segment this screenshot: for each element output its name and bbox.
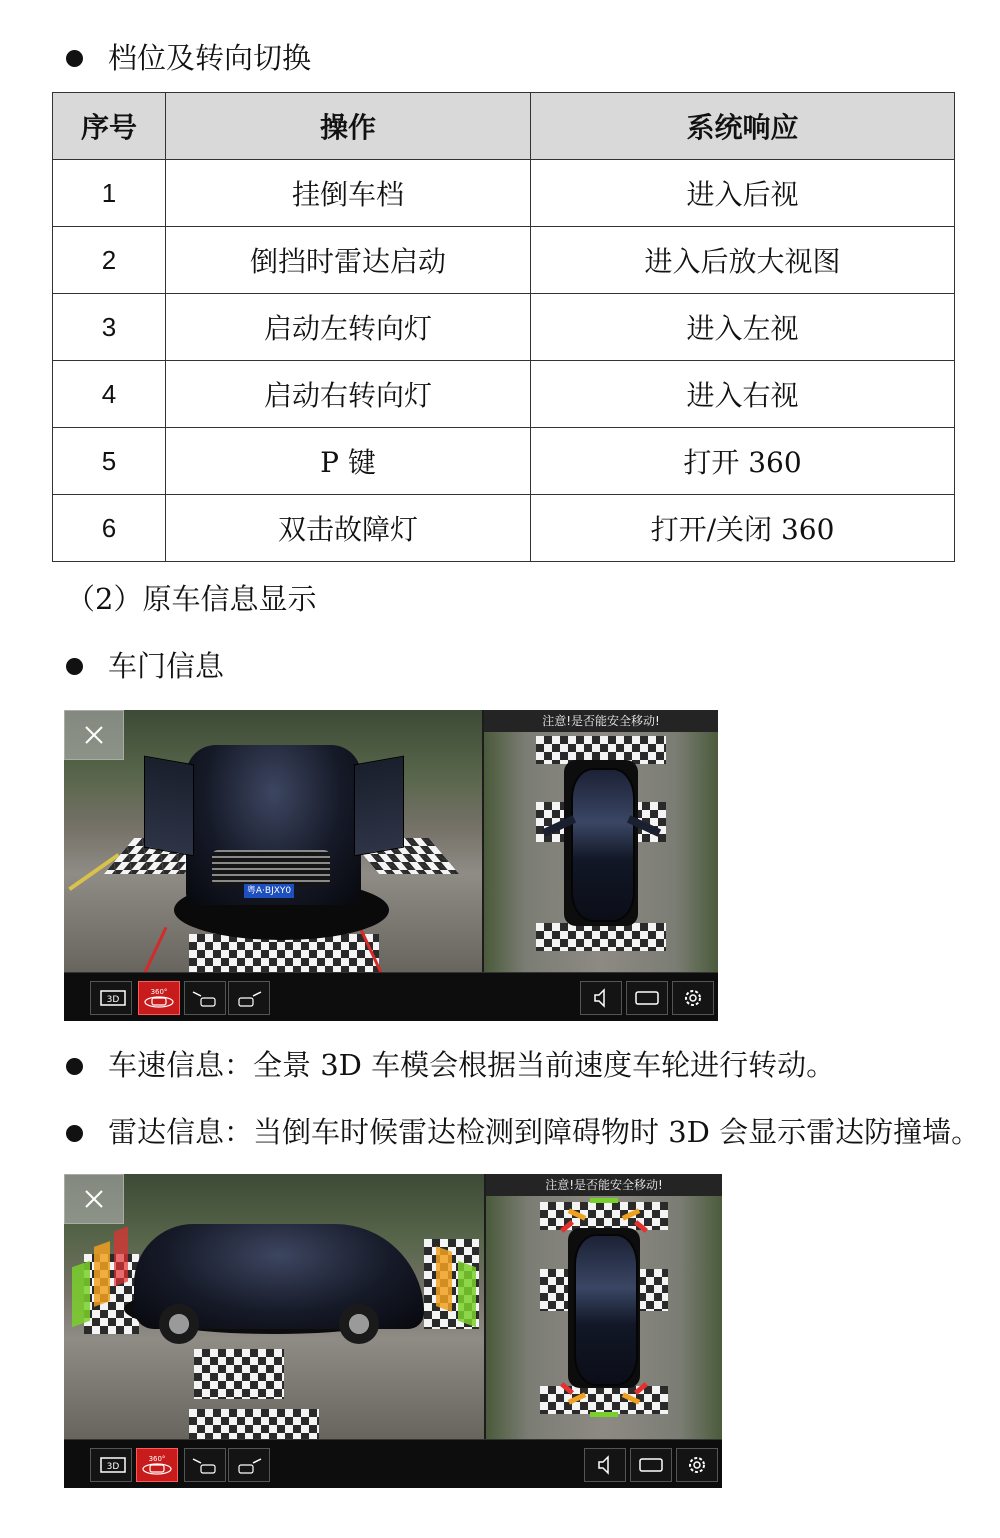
bottom-toolbar xyxy=(64,1439,722,1488)
gear-icon xyxy=(685,1453,709,1477)
table-row xyxy=(53,160,955,227)
calibration-mat xyxy=(84,1254,139,1334)
calibration-mat xyxy=(189,934,379,974)
radar-wall-far xyxy=(72,1261,90,1328)
screenshot-door-info xyxy=(64,710,718,1021)
calibration-mat xyxy=(540,1386,668,1414)
bird-eye-view xyxy=(484,710,718,974)
bullet-dot xyxy=(66,50,83,67)
3d-view-icon xyxy=(93,988,129,1008)
volume-button[interactable] xyxy=(580,981,622,1015)
svg-text:3D: 3D xyxy=(106,995,120,1005)
car-model-topview xyxy=(574,1234,638,1386)
3d-car-side-view xyxy=(64,1174,484,1440)
cell-index: 4 xyxy=(53,361,166,428)
bullet-door-info: 车门信息 xyxy=(108,649,225,683)
calibration-mat xyxy=(540,1269,570,1311)
radar-zone-front-green xyxy=(590,1198,618,1203)
right-mirror-view-button[interactable] xyxy=(228,1448,270,1482)
cell-index: 3 xyxy=(53,294,166,361)
wheel-front xyxy=(159,1304,199,1344)
right-camera-icon xyxy=(231,986,267,1010)
calibration-mat xyxy=(189,1409,319,1440)
cell-index: 1 xyxy=(53,160,166,227)
left-camera-icon xyxy=(187,1453,223,1477)
license-plate: 粤A·BJXY0 xyxy=(244,884,294,898)
safety-warning: 注意!是否能安全移动! xyxy=(486,1174,722,1196)
cell-response: 进入右视 xyxy=(531,361,955,428)
table-row xyxy=(53,428,955,495)
bird-eye-view xyxy=(486,1174,722,1440)
bullet-radar-info: 雷达信息：当倒车时候雷达检测到障碍物时 3D 会显示雷达防撞墙。 xyxy=(108,1115,981,1149)
cell-index: 6 xyxy=(53,495,166,562)
right-mirror-view-button[interactable] xyxy=(228,981,270,1015)
car-model-topview xyxy=(571,768,635,922)
display-button[interactable] xyxy=(626,981,668,1015)
car-grille xyxy=(212,850,330,886)
radar-wall-mid xyxy=(436,1246,452,1312)
header-response: 系统响应 xyxy=(531,93,955,160)
cell-index: 5 xyxy=(53,428,166,495)
bullet-dot xyxy=(66,658,83,675)
left-mirror-view-button[interactable] xyxy=(184,1448,226,1482)
cell-operation: 挂倒车档 xyxy=(166,160,531,227)
gear-switch-table xyxy=(52,92,955,562)
header-operation: 操作 xyxy=(166,93,531,160)
bullet-dot xyxy=(66,1125,83,1142)
cell-operation: P 键 xyxy=(166,428,531,495)
cell-operation: 倒挡时雷达启动 xyxy=(166,227,531,294)
cell-response: 进入左视 xyxy=(531,294,955,361)
table-row xyxy=(53,227,955,294)
cell-operation: 启动左转向灯 xyxy=(166,294,531,361)
calibration-mat xyxy=(540,1202,668,1230)
radar-wall-near xyxy=(114,1226,128,1286)
3d-car-view xyxy=(64,710,482,974)
bullet-dot xyxy=(66,1058,83,1075)
car-door-left xyxy=(144,756,194,857)
wheel-rear xyxy=(339,1304,379,1344)
gear-icon xyxy=(681,986,705,1010)
view-3d-button[interactable] xyxy=(90,1448,132,1482)
view-360-button[interactable] xyxy=(138,981,180,1015)
cell-response: 打开/关闭 360 xyxy=(531,495,955,562)
cell-operation: 启动右转向灯 xyxy=(166,361,531,428)
calibration-mat xyxy=(638,1269,668,1311)
svg-text:3D: 3D xyxy=(106,1462,120,1472)
360-car-icon xyxy=(141,985,177,1011)
screenshot-radar-info xyxy=(64,1174,722,1488)
close-icon xyxy=(65,1175,123,1223)
right-camera-icon xyxy=(231,1453,267,1477)
table-row xyxy=(53,361,955,428)
display-button[interactable] xyxy=(630,1448,672,1482)
radar-wall-far xyxy=(458,1261,476,1328)
cell-operation: 双击故障灯 xyxy=(166,495,531,562)
cell-response: 打开 360 xyxy=(531,428,955,495)
header-index: 序号 xyxy=(53,93,166,160)
table-row xyxy=(53,495,955,562)
screen-icon xyxy=(632,988,662,1008)
svg-text:360°: 360° xyxy=(150,988,168,996)
red-guide-line xyxy=(144,927,168,974)
cell-response: 进入后放大视图 xyxy=(531,227,955,294)
speaker-icon xyxy=(593,1454,617,1476)
cell-index: 2 xyxy=(53,227,166,294)
svg-text:360°: 360° xyxy=(148,1455,166,1463)
volume-button[interactable] xyxy=(584,1448,626,1482)
view-3d-button[interactable] xyxy=(90,981,132,1015)
close-button[interactable] xyxy=(64,710,124,760)
safety-warning: 注意!是否能安全移动! xyxy=(484,710,718,732)
table-row xyxy=(53,294,955,361)
calibration-mat xyxy=(536,923,666,951)
table-header-row xyxy=(53,93,955,160)
section-heading-original-info: （2）原车信息显示 xyxy=(66,582,317,616)
bullet-speed-info: 车速信息：全景 3D 车模会根据当前速度车轮进行转动。 xyxy=(108,1048,836,1082)
left-mirror-view-button[interactable] xyxy=(184,981,226,1015)
close-icon xyxy=(65,711,123,759)
view-360-button[interactable] xyxy=(136,1448,178,1482)
3d-view-icon xyxy=(93,1455,129,1475)
car-door-right xyxy=(354,756,404,857)
radar-zone-rear-green xyxy=(590,1412,618,1417)
left-camera-icon xyxy=(187,986,223,1010)
settings-button[interactable] xyxy=(676,1448,718,1482)
screen-icon xyxy=(636,1455,666,1475)
settings-button[interactable] xyxy=(672,981,714,1015)
heading-gear-switch: 档位及转向切换 xyxy=(108,41,312,75)
calibration-mat xyxy=(194,1349,284,1399)
bottom-toolbar xyxy=(64,972,718,1021)
360-car-icon xyxy=(139,1452,175,1478)
radar-wall-mid xyxy=(94,1241,110,1307)
speaker-icon xyxy=(589,987,613,1009)
cell-response: 进入后视 xyxy=(531,160,955,227)
close-button[interactable] xyxy=(64,1174,124,1224)
